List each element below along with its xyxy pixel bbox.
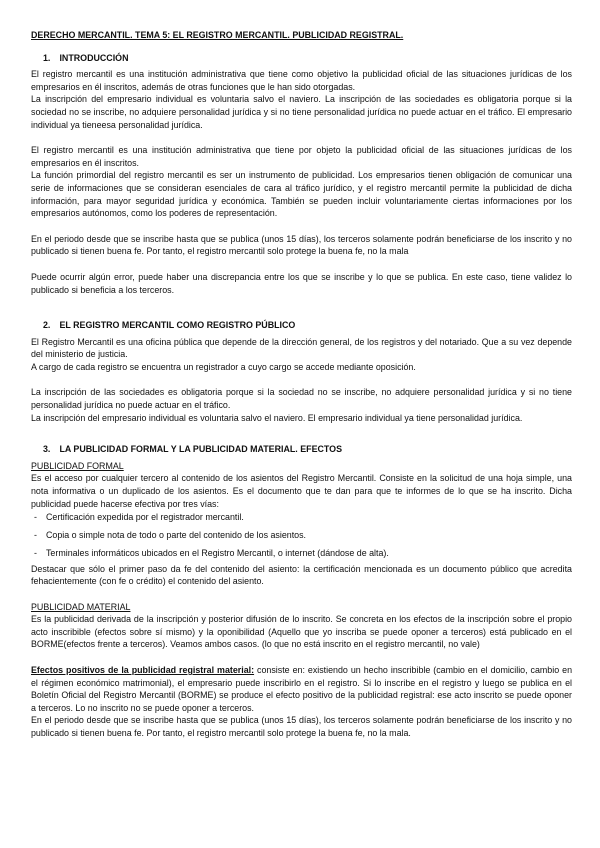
paragraph: Es el acceso por cualquier tercero al contenido de los asientos del Registro Mercantil. Consiste en la solicitud de una hoja simple, una nota informativa o un duplicado de los asientos. Es el documento que te dan para que te informes de lo que se ha inscrito. Dicha publicidad puede hacerse efectiva por tres vías: — [31, 473, 572, 509]
section-1-title: INTRODUCCIÓN — [59, 52, 129, 63]
paragraph: A cargo de cada registro se encuentra un registrador a cuyo cargo se accede mediante oposición. — [31, 361, 416, 372]
section-2-title: EL REGISTRO MERCANTIL COMO REGISTRO PÚBLICO — [59, 320, 296, 331]
paragraph: Puede ocurrir algún error, puede haber una discrepancia entre los que se inscribe y lo que se publica. En este caso, tiene validez lo publicado si beneficia a los terceros. — [31, 271, 572, 295]
paragraph-positive-effects — [31, 664, 572, 714]
paragraph: La función primordial del registro mercantil es ser un instrumento de publicidad. Los empresarios tienen obligación de comunicar una serie de informaciones que se consideran esenciales de cara al tráfico jurídico, y el registro mercantil permite la publicidad de dicha información, para mayor seguridad jurídica y económica. También se pueden incluir voluntariamente ciertas informaciones por los empresarios autónomos, como los poderes de representación. — [31, 170, 572, 219]
list-item: - Certificación expedida por el registrador mercantil. — [31, 511, 572, 524]
paragraph: La inscripción del empresario individual es voluntaria salvo el naviero. La inscripción de las sociedades es obligatoria porque si la sociedad no se inscribe, no adquiere personalidad jurídica y si no tiene personalidad jurídica no puede actuar en el tráfico. El empresario individual ya tieneesa personalidad jurídica. — [31, 94, 572, 130]
subheading-publicidad-formal: PUBLICIDAD FORMAL — [31, 460, 124, 471]
bullet-list — [31, 511, 572, 560]
paragraph: La inscripción del empresario individual es voluntaria salvo el naviero. El empresario individual ya tiene personalidad jurídica. — [31, 412, 523, 423]
section-2-number: 2. — [43, 320, 51, 331]
section-2-heading — [31, 319, 572, 332]
positive-effects-label: Efectos positivos de la publicidad registral material: — [31, 665, 255, 676]
list-item: - Terminales informáticos ubicados en el Registro Mercantil, o internet (dándose de alta). — [31, 547, 572, 560]
subheading-publicidad-material: PUBLICIDAD MATERIAL — [31, 601, 131, 612]
document-title: DERECHO MERCANTIL. TEMA 5: EL REGISTRO MERCANTIL. PUBLICIDAD REGISTRAL. — [31, 30, 404, 40]
paragraph: En el periodo desde que se inscribe hasta que se publica (unos 15 días), los terceros solamente podrán beneficiarse de los inscrito y no publicado si tienen buena fe. Por tanto, el registro mercantil solo protege la buena fe, no la mala — [31, 233, 572, 257]
paragraph: En el periodo desde que se inscribe hasta que se publica (unos 15 días), los terceros solamente podrán beneficiarse de los inscrito y no publicado si tienen buena fe. Por tanto, el registro mercantil solo protege la buena fe, no la mala. — [31, 715, 572, 739]
positive-effects-text: consiste en: existiendo un hecho inscribible (cambio en el domicilio, cambio en el régimen económico matrimonial), el empresario puede inscribirlo en el registro. Si lo inscribe en el registro y luego se publica en el Boletín Oficial del Registro Mercantil (BORME) se produce el efecto positivo de la publicidad registral: ese acto inscrito se puede oponer a terceros. Lo no inscrito no se puede oponer a terceros. — [31, 665, 573, 713]
section-1-heading — [31, 52, 572, 65]
paragraph: El registro mercantil es una institución administrativa que tiene como objetivo la publicidad oficial de las situaciones jurídicas de los empresarios en él inscritos, además de otras funciones que le han sido otorgadas. — [31, 69, 572, 92]
paragraph: Destacar que sólo el primer paso da fe del contenido del asiento: la certificación mencionada es un documento público que acredita fehacientemente (con fe o crédito) el contenido del asiento. — [31, 563, 572, 587]
paragraph: El Registro Mercantil es una oficina pública que depende de la dirección general, de los registros y del notariado. Que a su vez depende del ministerio de justicia. — [31, 336, 572, 360]
section-3-heading — [31, 443, 572, 456]
paragraph: El registro mercantil es una institución administrativa que tiene por objeto la publicidad oficial de las situaciones jurídicas de los empresarios en él inscritos. — [31, 145, 572, 168]
section-3-title: LA PUBLICIDAD FORMAL Y LA PUBLICIDAD MATERIAL. EFECTOS — [59, 444, 342, 455]
list-item: - Copia o simple nota de todo o parte del contenido de los asientos. — [31, 529, 572, 542]
paragraph: Es la publicidad derivada de la inscripción y posterior difusión de lo inscrito. Se concreta en los efectos de la inscripción sobre el propio acto inscribible (efectos sobre sí mismo) y la oponibilidad (Aquello que yo inscriba se puede oponer a terceros) está publicado en el BORME(efectos frente a terceros). Veamos ambos casos. (lo que no está inscrito en el registro mercantil, no vale) — [31, 614, 572, 650]
section-3-number: 3. — [43, 444, 51, 455]
section-1-number: 1. — [43, 52, 51, 63]
paragraph: La inscripción de las sociedades es obligatoria porque si la sociedad no se inscribe, no adquiere personalidad jurídica y si no tiene personalidad jurídica no puede actuar en el tráfico. — [31, 387, 572, 411]
